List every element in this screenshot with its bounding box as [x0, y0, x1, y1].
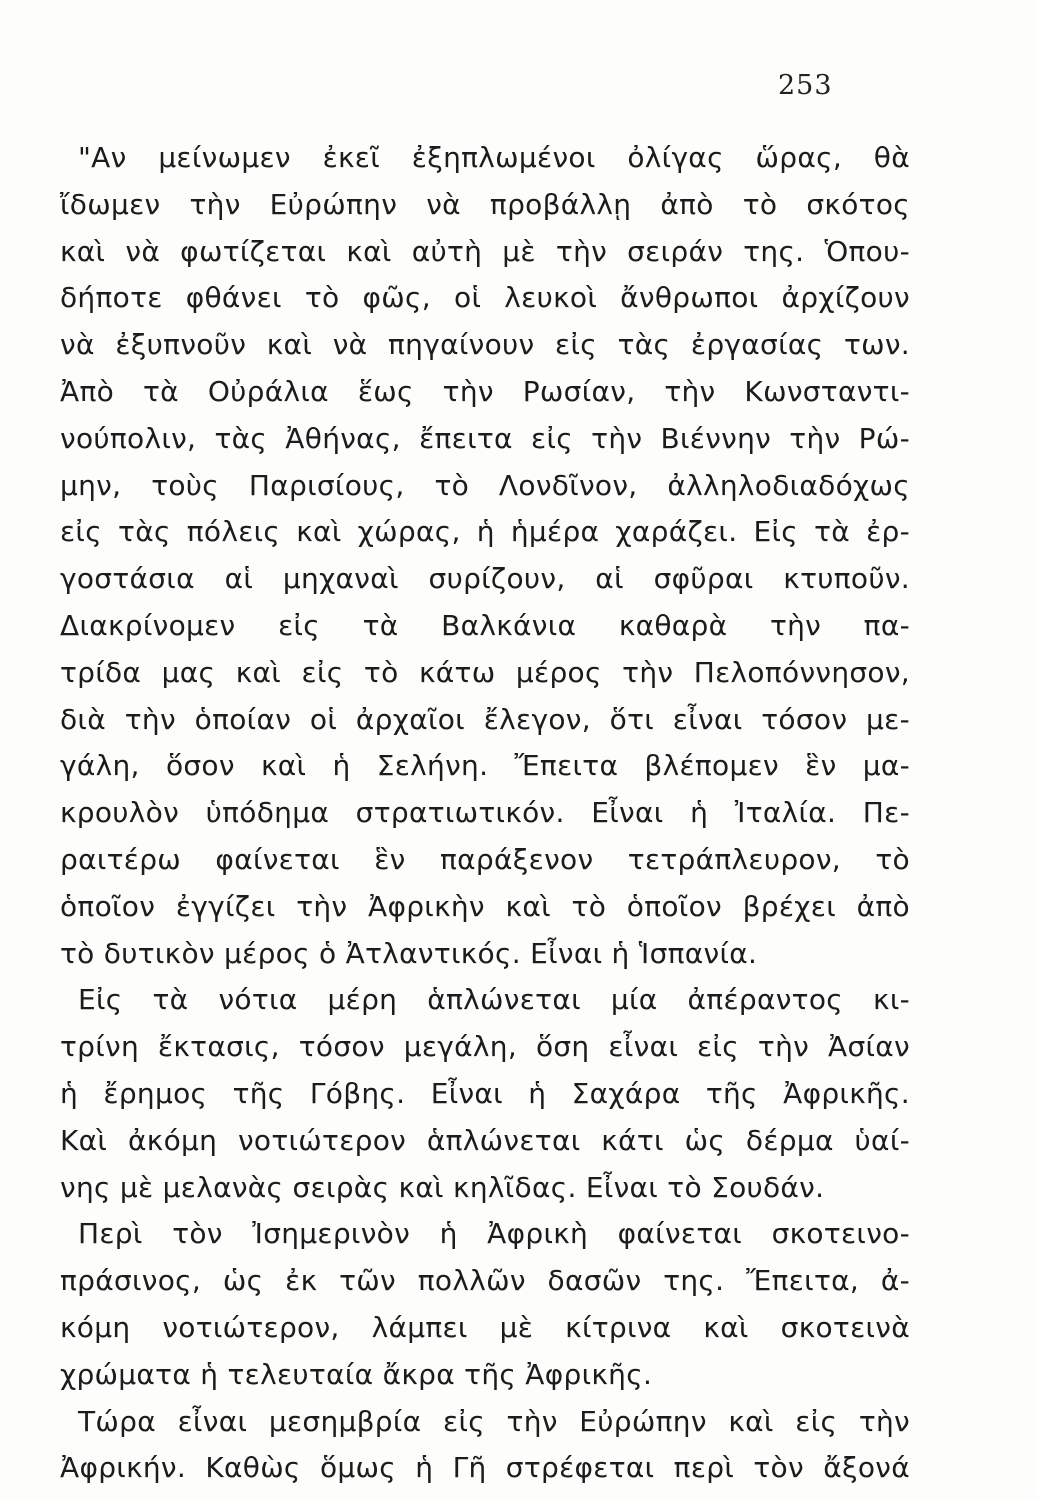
text-line: γάλη, ὅσον καὶ ἡ Σελήνη. Ἔπειτα βλέπομεν ἓν μα-: [60, 749, 910, 783]
text-line: Καὶ ἀκόμη νοτιώτερον ἁπλώνεται κάτι ὡς δέρμα ὑαί-: [60, 1123, 910, 1157]
text-line: "Αν μείνωμεν ἐκεῖ ἐξηπλωμένοι ὀλίγας ὥρας, θὰ: [78, 141, 910, 174]
page-number: 253: [778, 70, 833, 101]
text-line: τὸ δυτικὸν μέρος ὁ Ἀτλαντικός. Εἶναι ἡ Ἱσπανία.: [60, 936, 758, 970]
text-line: Ἀπὸ τὰ Οὐράλια ἕως τὴν Ρωσίαν, τὴν Κωνσταντι-: [60, 374, 910, 408]
text-line: ἡ ἔρημος τῆς Γόβης. Εἶναι ἡ Σαχάρα τῆς Ἀφρικῆς.: [60, 1076, 910, 1110]
text-line: κρουλὸν ὑπόδημα στρατιωτικόν. Εἶναι ἡ Ἰταλία. Πε-: [60, 796, 910, 830]
text-line: τρίνη ἔκτασις, τόσον μεγάλη, ὅση εἶναι εἰς τὴν Ἀσίαν: [60, 1030, 910, 1064]
text-line: Ἀφρικήν. Καθὼς ὅμως ἡ Γῆ στρέφεται περὶ τὸν ἄξονά: [60, 1451, 910, 1485]
text-line: δήποτε φθάνει τὸ φῶς, οἱ λευκοὶ ἄνθρωποι ἀρχίζουν: [60, 281, 910, 315]
text-line: νης μὲ μελανὰς σειρὰς καὶ κηλῖδας. Εἶναι τὸ Σουδάν.: [60, 1170, 825, 1204]
text-line: πράσινος, ὡς ἐκ τῶν πολλῶν δασῶν της. Ἔπειτα, ἀ-: [60, 1264, 910, 1298]
body-text: [60, 135, 910, 1492]
text-line: ὁποῖον ἐγγίζει τὴν Ἀφρικὴν καὶ τὸ ὁποῖον βρέχει ἀπὸ: [60, 889, 910, 923]
text-line: γοστάσια αἱ μηχαναὶ συρίζουν, αἱ σφῦραι κτυποῦν.: [60, 562, 910, 596]
text-line: καὶ νὰ φωτίζεται καὶ αὐτὴ μὲ τὴν σειράν της. Ὁπου-: [60, 234, 910, 268]
text-line: νούπολιν, τὰς Ἀθήνας, ἔπειτα εἰς τὴν Βιέννην τὴν Ρώ-: [60, 421, 910, 455]
text-line: μην, τοὺς Παρισίους, τὸ Λονδῖνον, ἀλληλοδιαδόχως: [60, 468, 910, 502]
text-line: Εἰς τὰ νότια μέρη ἁπλώνεται μία ἀπέραντος κι-: [78, 983, 910, 1017]
text-line: Περὶ τὸν Ἰσημερινὸν ἡ Ἀφρικὴ φαίνεται σκοτεινο-: [78, 1217, 910, 1251]
text-line: κόμη νοτιώτερον, λάμπει μὲ κίτρινα καὶ σκοτεινὰ: [60, 1310, 910, 1344]
text-line: Τώρα εἶναι μεσημβρία εἰς τὴν Εὐρώπην καὶ εἰς τὴν: [78, 1404, 910, 1438]
text-line: ἴδωμεν τὴν Εὐρώπην νὰ προβάλλῃ ἀπὸ τὸ σκότος: [60, 187, 910, 221]
text-line: ραιτέρω φαίνεται ἓν παράξενον τετράπλευρον, τὸ: [60, 842, 910, 876]
text-line: διὰ τὴν ὁποίαν οἱ ἀρχαῖοι ἔλεγον, ὅτι εἶναι τόσον με-: [60, 702, 910, 736]
text-line: τρίδα μας καὶ εἰς τὸ κάτω μέρος τὴν Πελοπόννησον,: [60, 655, 910, 689]
text-line: Διακρίνομεν εἰς τὰ Βαλκάνια καθαρὰ τὴν πα-: [60, 608, 910, 642]
text-line: νὰ ἐξυπνοῦν καὶ νὰ πηγαίνουν εἰς τὰς ἐργασίας των.: [60, 328, 910, 362]
text-line: εἰς τὰς πόλεις καὶ χώρας, ἡ ἡμέρα χαράζει. Εἰς τὰ ἐρ-: [60, 515, 910, 549]
text-line: χρώματα ἡ τελευταία ἄκρα τῆς Ἀφρικῆς.: [60, 1357, 653, 1391]
